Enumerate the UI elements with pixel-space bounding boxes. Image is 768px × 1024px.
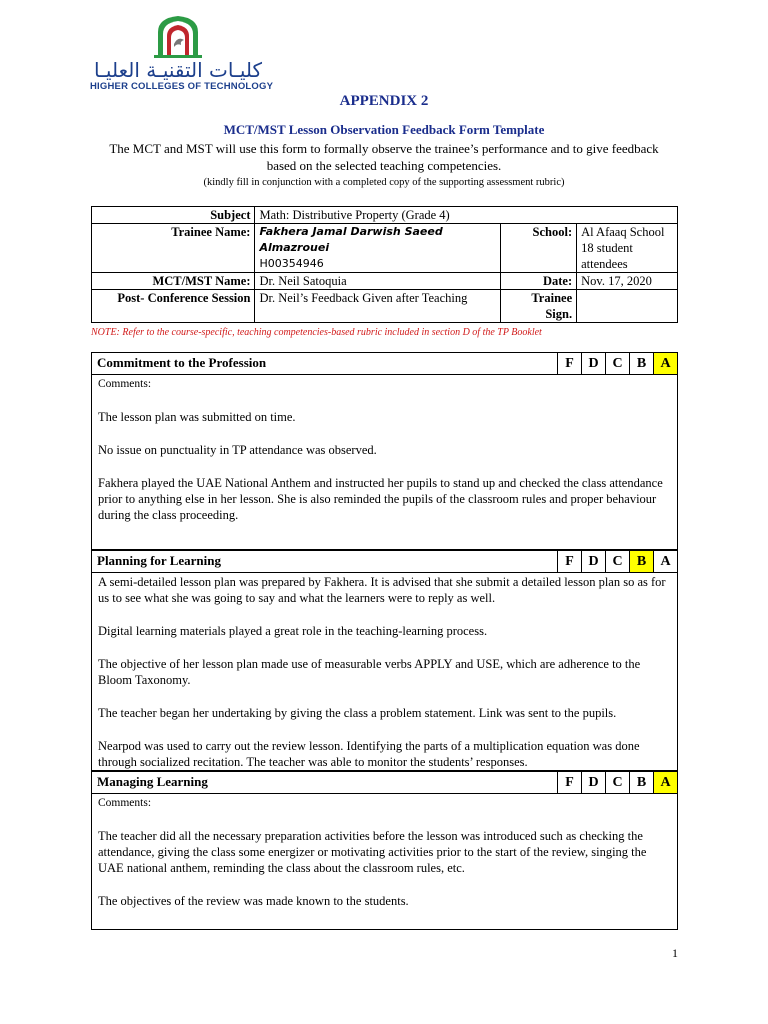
post-conference-label: Post- Conference Session (92, 290, 255, 323)
grade-c: C (605, 353, 629, 374)
instruction-note: (kindly fill in conjunction with a completed copy of the supporting assessment rubric) (203, 177, 565, 188)
school-value: Al Afaaq School 18 student attendees (577, 224, 678, 273)
trainee-id-value: H00354946 (259, 257, 324, 270)
intro-text (0, 140, 768, 174)
table-row (92, 273, 678, 290)
post-conference-value: Dr. Neil’s Feedback Given after Teaching (255, 290, 500, 323)
grade-d: D (581, 551, 605, 572)
intro-line-2: based on the selected teaching competencies. (266, 158, 502, 173)
mct-mst-name-value: Dr. Neil Satoquia (255, 273, 500, 290)
page-number: 1 (672, 946, 678, 960)
lesson-info-table (91, 206, 678, 323)
grade-f: F (557, 551, 581, 572)
section-comments (91, 375, 678, 550)
section-header (91, 352, 678, 375)
grade-b: B (629, 551, 653, 572)
trainee-sign-value (577, 290, 678, 323)
mct-mst-name-label: MCT/MST Name: (92, 273, 255, 290)
grade-b: B (629, 772, 653, 793)
section-title: Managing Learning (97, 774, 208, 789)
form-title: MCT/MST Lesson Observation Feedback Form Template (223, 122, 545, 137)
grade-f: F (557, 353, 581, 374)
section-header (91, 771, 678, 794)
logo-english-text: HIGHER COLLEGES OF TECHNOLOGY (90, 81, 274, 92)
comment-paragraph: The teacher did all the necessary preparation activities before the lesson was introduced such as checking the attendance, giving the class some energizer or motivating activities prior to the start of the review, singing the UAE national anthem, reminding the class about the classroom rules, etc. (98, 829, 647, 875)
subject-label: Subject (92, 207, 255, 224)
subject-value: Math: Distributive Property (Grade 4) (255, 207, 678, 224)
section-comments (91, 573, 678, 771)
grade-c: C (605, 772, 629, 793)
grade-a: A (653, 353, 677, 374)
section-header (91, 550, 678, 573)
competency-sections (91, 352, 678, 930)
hct-logo (90, 14, 274, 92)
trainee-name-cell (255, 224, 500, 273)
rubric-note: NOTE: Refer to the course-specific, teaching competencies-based rubric included in section D of the TP Booklet (91, 327, 542, 338)
appendix-heading: APPENDIX 2 (339, 93, 429, 109)
section-title: Commitment to the Profession (97, 355, 267, 370)
school-label: School: (500, 224, 576, 273)
comments-label: Comments: (98, 378, 152, 390)
grade-f: F (557, 772, 581, 793)
table-row (92, 290, 678, 323)
comment-paragraph: The objective of her lesson plan made use of measurable verbs APPLY and USE, which are adherence to the Bloom Taxonomy. (98, 657, 641, 687)
comment-paragraph: A semi-detailed lesson plan was prepared by Fakhera. It is advised that she submit a detailed lesson plan so as for us to see what she was going to say and what the learners were to reply as well. (98, 575, 666, 605)
section-title: Planning for Learning (97, 553, 222, 568)
grade-a: A (653, 772, 677, 793)
intro-line-1: The MCT and MST will use this form to formally observe the trainee’s performance and to give feedback (109, 141, 659, 156)
trainee-name-label: Trainee Name: (92, 224, 255, 273)
grade-d: D (581, 772, 605, 793)
trainee-name-value: Fakhera Jamal Darwish Saeed Almazrouei (259, 225, 443, 254)
comment-paragraph: Fakhera played the UAE National Anthem and instructed her pupils to stand up and checked the class attendance prior to anything else in her lesson. She is also reminded the pupils of the classroom rules and proper behaviour during the class proceeding. (98, 476, 663, 522)
comment-paragraph: No issue on punctuality in TP attendance was observed. (98, 443, 377, 457)
logo-arabic-text: كليـات التقنيـة العليـا (93, 58, 263, 82)
grade-a: A (653, 551, 677, 572)
table-row (92, 207, 678, 224)
grade-c: C (605, 551, 629, 572)
section-comments (91, 794, 678, 930)
section-managing (91, 771, 678, 930)
comments-label: Comments: (98, 797, 152, 809)
comment-paragraph: The lesson plan was submitted on time. (98, 410, 296, 424)
grade-d: D (581, 353, 605, 374)
date-label: Date: (500, 273, 576, 290)
table-row (92, 224, 678, 273)
section-commitment (91, 352, 678, 550)
comment-paragraph: Digital learning materials played a great role in the teaching-learning process. (98, 624, 488, 638)
comment-paragraph: Nearpod was used to carry out the review lesson. Identifying the parts of a multiplication equation was done through socialized recitation. The teacher was able to monitor the students’ responses. (98, 739, 640, 769)
comment-paragraph: The objectives of the review was made known to the students. (98, 894, 409, 908)
comment-paragraph: The teacher began her undertaking by giving the class a problem statement. Link was sent to the pupils. (98, 706, 617, 720)
section-planning (91, 550, 678, 771)
trainee-sign-label: Trainee Sign. (500, 290, 576, 323)
grade-b: B (629, 353, 653, 374)
date-value: Nov. 17, 2020 (577, 273, 678, 290)
hct-emblem-icon (154, 14, 202, 58)
